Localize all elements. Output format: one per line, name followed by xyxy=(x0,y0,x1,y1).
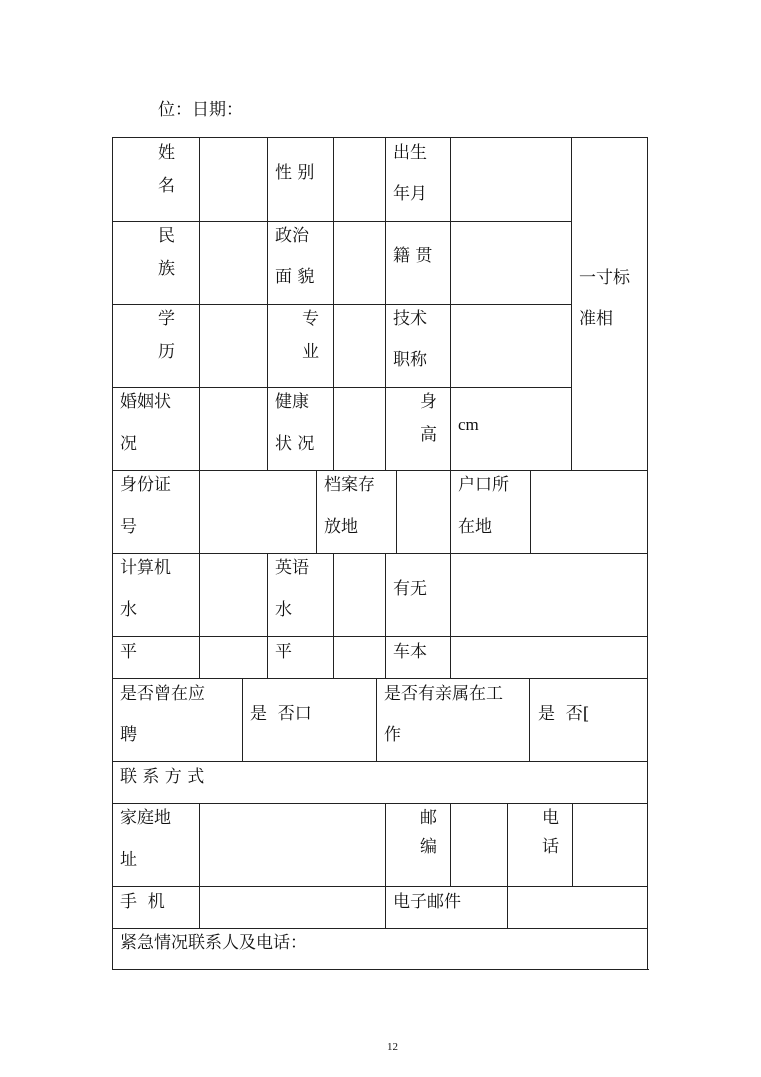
label-health-line2: 状 况 xyxy=(275,434,315,454)
label-education-line2: 历 xyxy=(158,342,175,362)
label-phone-line1: 电 xyxy=(542,808,559,828)
label-birth-line1: 出生 xyxy=(393,143,427,163)
label-hukou-line2: 在地 xyxy=(458,517,492,537)
label-archive-line1: 档案存 xyxy=(324,475,375,495)
label-computer-line2: 水 xyxy=(120,600,137,620)
label-height-line2: 高 xyxy=(420,425,437,445)
label-native-place: 籍 贯 xyxy=(393,246,433,266)
label-major-line2: 业 xyxy=(302,342,319,362)
label-applied-before-line2: 聘 xyxy=(120,725,137,745)
label-major-line1: 专 xyxy=(302,309,319,329)
label-relatives-line1: 是否有亲属在工 xyxy=(384,684,503,704)
label-marital-line1: 婚姻状 xyxy=(120,392,171,412)
label-has-none: 有无 xyxy=(393,579,427,599)
label-political-line2: 面 貌 xyxy=(275,267,315,287)
label-health-line1: 健康 xyxy=(275,392,309,412)
height-unit: cm xyxy=(458,415,479,434)
applied-yes-no-option[interactable]: 是 否口 xyxy=(250,704,312,724)
label-gender: 性 别 xyxy=(275,163,315,183)
label-education-line1: 学 xyxy=(158,309,175,329)
label-relatives-line2: 作 xyxy=(384,725,401,745)
label-hukou-line1: 户口所 xyxy=(458,475,509,495)
label-id-no-line1: 身份证 xyxy=(120,475,171,495)
label-computer-line1: 计算机 xyxy=(120,558,171,578)
label-home-address-line2: 址 xyxy=(120,850,137,870)
label-english-line1: 英语 xyxy=(275,558,309,578)
photo-placeholder-line1: 一寸标 xyxy=(579,268,630,288)
label-license: 车本 xyxy=(393,642,427,662)
label-tech-title-line1: 技术 xyxy=(393,309,427,329)
label-id-no-line2: 号 xyxy=(120,517,137,537)
label-tech-title-line2: 职称 xyxy=(393,350,427,370)
label-english-line2: 水 xyxy=(275,600,292,620)
label-name-line2: 名 xyxy=(158,176,175,196)
contact-section-heading: 联 系 方 式 xyxy=(120,767,205,787)
label-marital-line2: 况 xyxy=(120,434,137,454)
page-number: 12 xyxy=(387,1041,398,1053)
label-home-address-line1: 家庭地 xyxy=(120,808,171,828)
label-name-line1: 姓 xyxy=(158,143,175,163)
label-postcode-line2: 编 xyxy=(420,837,437,857)
label-height-line1: 身 xyxy=(420,392,437,412)
label-phone-line2: 话 xyxy=(542,837,559,857)
label-postcode-line1: 邮 xyxy=(420,808,437,828)
relatives-yes-no-option[interactable]: 是 否[ xyxy=(538,704,590,724)
label-applied-before-line1: 是否曾在应 xyxy=(120,684,205,704)
label-email: 电子邮件 xyxy=(393,892,461,912)
header-label: 位：日期： xyxy=(158,100,243,120)
label-emergency-contact: 紧急情况联系人及电话： xyxy=(120,933,307,953)
label-mobile: 手 机 xyxy=(120,892,165,912)
label-birth-line2: 年月 xyxy=(393,184,427,204)
label-ethnic-line2: 族 xyxy=(158,259,175,279)
label-archive-line2: 放地 xyxy=(324,517,358,537)
label-level-left: 平 xyxy=(120,642,137,662)
label-political-line1: 政治 xyxy=(275,226,309,246)
label-ethnic-line1: 民 xyxy=(158,226,175,246)
label-level-mid: 平 xyxy=(275,642,292,662)
photo-placeholder-line2: 准相 xyxy=(579,309,613,329)
